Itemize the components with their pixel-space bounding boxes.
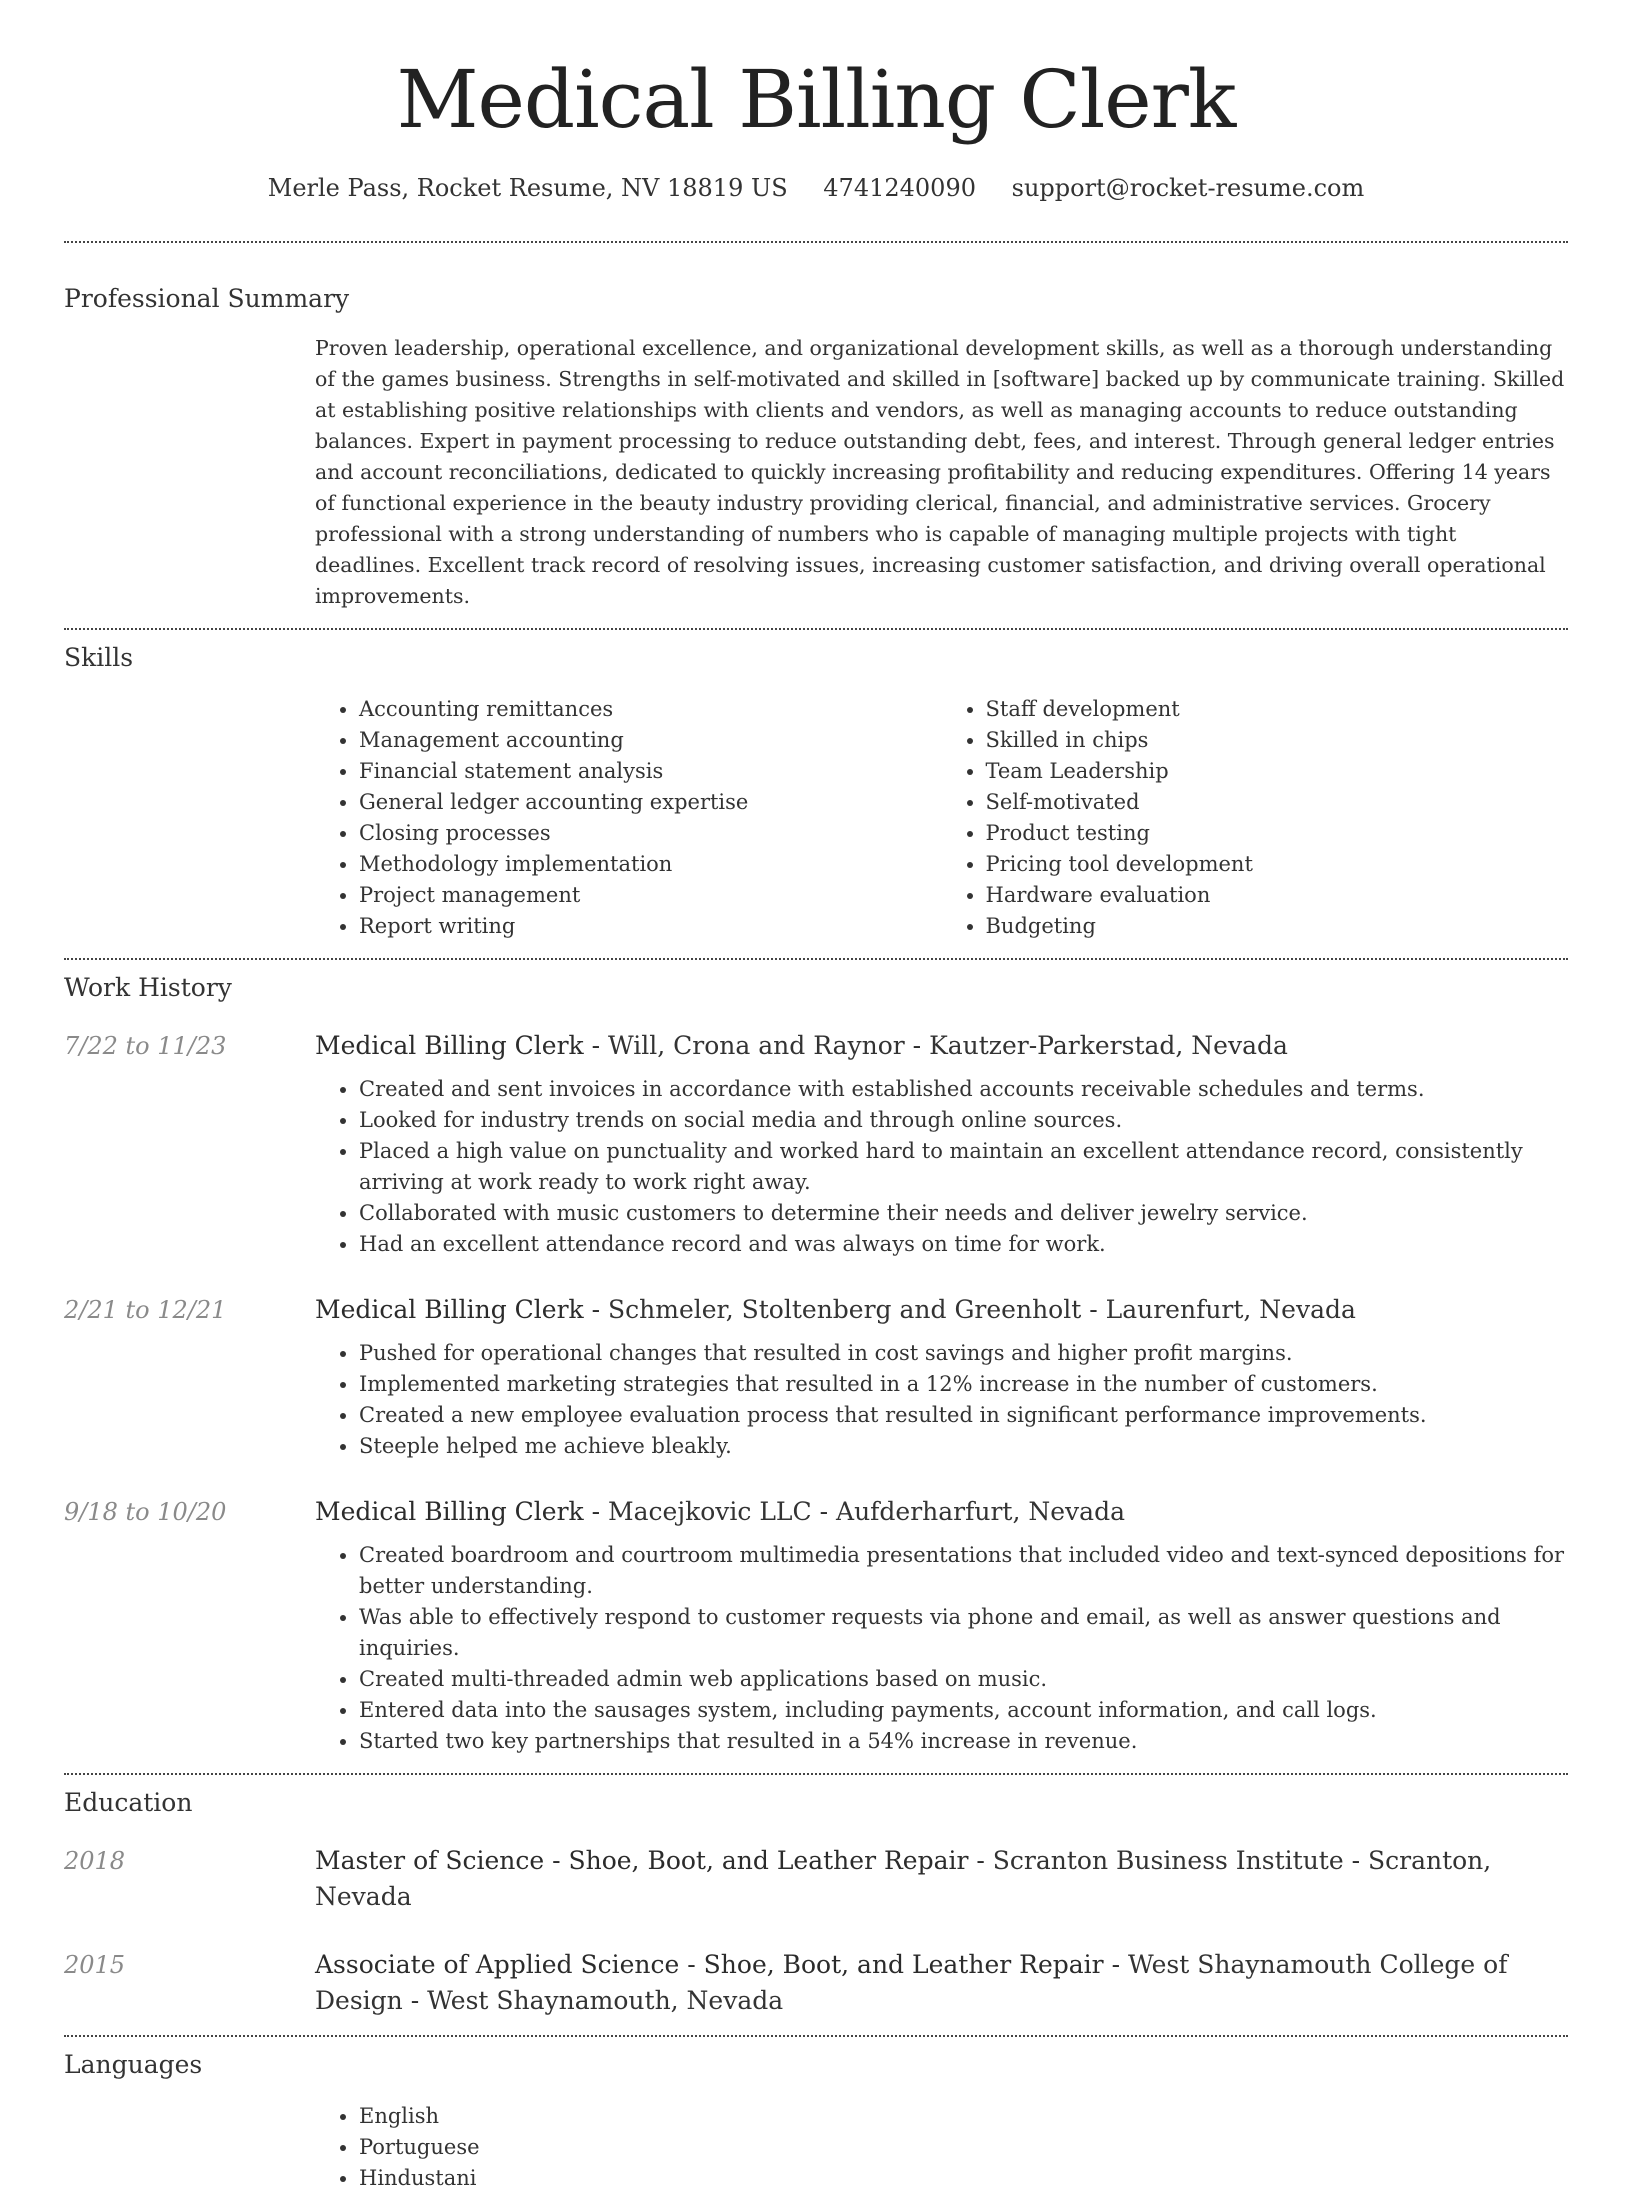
education-location: Scranton, Nevada [315, 1846, 1492, 1911]
job-bullet: • Created multi-threaded admin web applications based on music. [359, 1664, 1568, 1695]
job-bullet: • Pushed for operational changes that resulted in cost savings and higher profit margins. [359, 1338, 1568, 1369]
language-item: • English [359, 2101, 1568, 2132]
skills-list-left [315, 694, 942, 942]
job-company: Will, Crona and Raynor [608, 1031, 905, 1060]
language-item: • Portuguese [359, 2132, 1568, 2163]
job-position: Medical Billing Clerk [315, 1031, 584, 1060]
education-degree: Associate of Applied Science [315, 1950, 680, 1979]
job-title-line: Medical Billing Clerk - Macejkovic LLC - Aufderharfurt, Nevada [315, 1497, 1125, 1526]
job-entry [64, 1028, 1568, 1260]
job-bullet: • Placed a high value on punctuality and worked hard to maintain an excellent attendance record, consistently arriving at work ready to work right away. [359, 1136, 1568, 1198]
education-degree: Master of Science [315, 1846, 545, 1875]
languages-list [315, 2101, 1568, 2194]
job-bullets [315, 1540, 1568, 1757]
job-bullet: • Looked for industry trends on social media and through online sources. [359, 1105, 1568, 1136]
education-field: Shoe, Boot, and Leather Repair [568, 1846, 969, 1875]
skill-item: • Financial statement analysis [359, 756, 942, 787]
job-title-line: Medical Billing Clerk - Schmeler, Stoltenberg and Greenholt - Laurenfurt, Nevada [315, 1295, 1356, 1324]
skill-item: • General ledger accounting expertise [359, 787, 942, 818]
job-location: Aufderharfurt, Nevada [836, 1497, 1125, 1526]
job-location: Kautzer-Parkerstad, Nevada [929, 1031, 1288, 1060]
job-bullet: • Had an excellent attendance record and was always on time for work. [359, 1229, 1568, 1260]
job-company: Macejkovic LLC [608, 1497, 812, 1526]
job-location: Laurenfurt, Nevada [1105, 1295, 1356, 1324]
divider [64, 958, 1568, 960]
job-entry [64, 1292, 1568, 1462]
skill-item: • Self-motivated [986, 787, 1569, 818]
education-field: Shoe, Boot, and Leather Repair [703, 1950, 1104, 1979]
skill-item: • Product testing [986, 818, 1569, 849]
job-bullet: • Created boardroom and courtroom multimedia presentations that included video and text-synced depositions for better understanding. [359, 1540, 1568, 1602]
education-school: Scranton Business Institute [992, 1846, 1344, 1875]
job-bullet: • Created a new employee evaluation process that resulted in significant performance improvements. [359, 1400, 1568, 1431]
divider [64, 2035, 1568, 2037]
job-bullet: • Was able to effectively respond to customer requests via phone and email, as well as answer questions and inquiries. [359, 1602, 1568, 1664]
education-school: West Shaynamouth College of Design [315, 1950, 1508, 2015]
skill-item: • Management accounting [359, 725, 942, 756]
job-bullet: • Collaborated with music customers to determine their needs and deliver jewelry service. [359, 1198, 1568, 1229]
work-heading: Work History [64, 973, 232, 1002]
job-entry [64, 1494, 1568, 1757]
job-bullet: • Created and sent invoices in accordance with established accounts receivable schedules and terms. [359, 1074, 1568, 1105]
skill-item: • Methodology implementation [359, 849, 942, 880]
education-title-line: Associate of Applied Science - Shoe, Boot, and Leather Repair - West Shaynamouth College of Design - West Shaynamouth, Nevada [315, 1950, 1508, 2015]
education-heading: Education [64, 1788, 193, 1817]
summary-text: Proven leadership, operational excellence, and organizational development skills, as well as a thorough understanding of the games business. Strengths in self-motivated and skilled in [software] backed up by communicate training. Skilled at establishing positive relationships with clients and vendors, as well as managing accounts to reduce outstanding balances. Expert in payment processing to reduce outstanding debt, fees, and interest. Through general ledger entries and account reconciliations, dedicated to quickly increasing profitability and reducing expenditures. Offering 14 years of functional experience in the beauty industry providing clerical, financial, and administrative services. Grocery professional with a strong understanding of numbers who is capable of managing multiple projects with tight deadlines. Excellent track record of resolving issues, increasing customer satisfaction, and driving overall operational improvements. [315, 336, 1565, 608]
education-section [64, 1785, 1568, 2019]
skill-item: • Project management [359, 880, 942, 911]
job-bullet: • Entered data into the sausages system, including payments, account information, and call logs. [359, 1695, 1568, 1726]
contact-email: support@rocket-resume.com [1011, 174, 1365, 202]
skill-item: • Closing processes [359, 818, 942, 849]
candidate-name: Medical Billing Clerk [396, 53, 1236, 146]
divider [64, 241, 1568, 243]
job-dates: 2/21 to 12/21 [64, 1296, 227, 1324]
job-dates: 7/22 to 11/23 [64, 1032, 227, 1060]
job-bullets [315, 1338, 1568, 1462]
divider [64, 1773, 1568, 1775]
skills-heading: Skills [64, 643, 134, 672]
job-company: Schmeler, Stoltenberg and Greenholt [608, 1295, 1082, 1324]
education-entry [64, 1947, 1568, 2019]
education-entry [64, 1843, 1568, 1915]
job-title-line: Medical Billing Clerk - Will, Crona and Raynor - Kautzer-Parkerstad, Nevada [315, 1031, 1288, 1060]
language-item: • Hindustani [359, 2163, 1568, 2194]
skill-item: • Report writing [359, 911, 942, 942]
skill-item: • Skilled in chips [986, 725, 1569, 756]
skills-section [64, 640, 1568, 942]
languages-heading: Languages [64, 2050, 203, 2079]
job-bullet: • Implemented marketing strategies that resulted in a 12% increase in the number of customers. [359, 1369, 1568, 1400]
job-bullet: • Started two key partnerships that resulted in a 54% increase in revenue. [359, 1726, 1568, 1757]
skill-item: • Team Leadership [986, 756, 1569, 787]
contact-line [64, 170, 1568, 206]
resume-page [64, 0, 1568, 2194]
divider [64, 628, 1568, 630]
education-title-line: Master of Science - Shoe, Boot, and Leather Repair - Scranton Business Institute - Scranton, Nevada [315, 1846, 1492, 1911]
contact-phone: 4741240090 [823, 174, 976, 202]
job-bullets [315, 1074, 1568, 1260]
education-year: 2018 [64, 1847, 126, 1875]
education-location: West Shaynamouth, Nevada [427, 1986, 784, 2015]
skill-item: • Hardware evaluation [986, 880, 1569, 911]
summary-section [64, 281, 1568, 612]
languages-section [64, 2047, 1568, 2194]
education-year: 2015 [64, 1951, 126, 1979]
skill-item: • Budgeting [986, 911, 1569, 942]
job-dates: 9/18 to 10/20 [64, 1498, 227, 1526]
skill-item: • Accounting remittances [359, 694, 942, 725]
job-position: Medical Billing Clerk [315, 1497, 584, 1526]
contact-address: Merle Pass, Rocket Resume, NV 18819 US [267, 174, 788, 202]
skill-item: • Staff development [986, 694, 1569, 725]
work-section [64, 970, 1568, 1757]
skill-item: • Pricing tool development [986, 849, 1569, 880]
job-position: Medical Billing Clerk [315, 1295, 584, 1324]
summary-heading: Professional Summary [64, 284, 350, 313]
skills-list-right [942, 694, 1569, 942]
job-bullet: • Steeple helped me achieve bleakly. [359, 1431, 1568, 1462]
